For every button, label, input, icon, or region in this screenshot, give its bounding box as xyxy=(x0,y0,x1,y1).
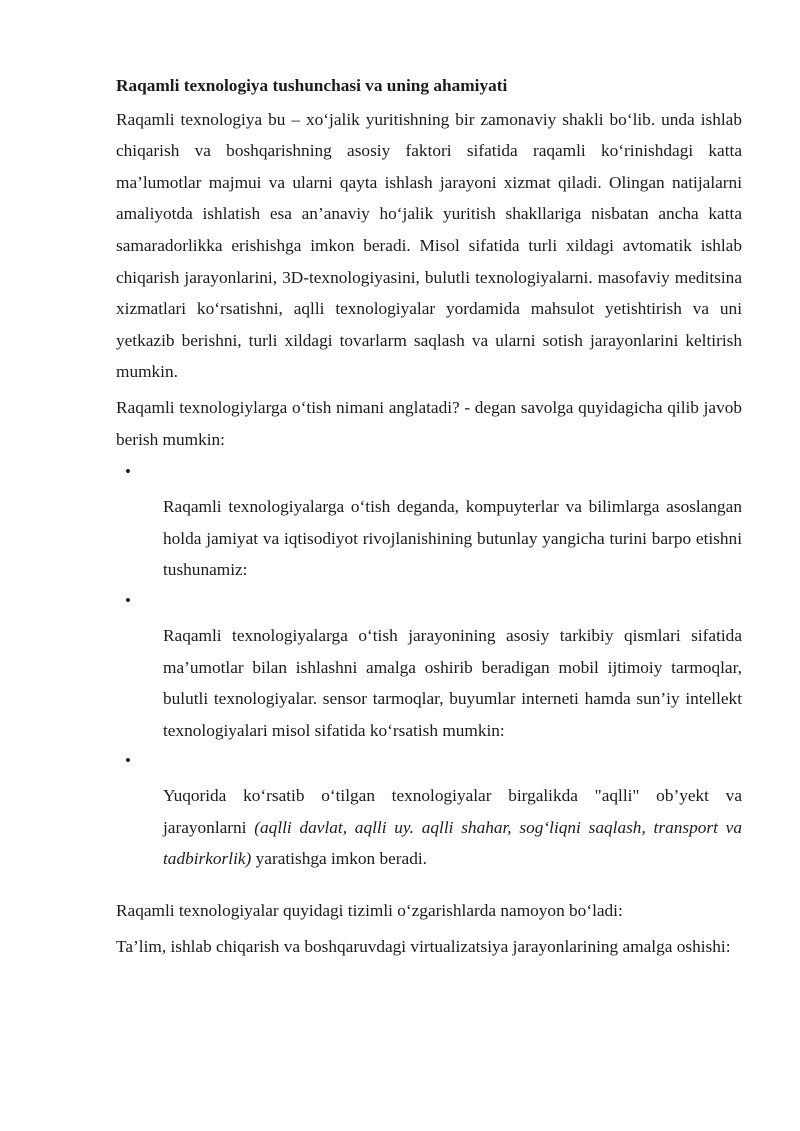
bullet-marker-1 xyxy=(116,459,742,491)
paragraph-question: Raqamli texnologiylarga o‘tish nimani anglatadi? - degan savolga quyidagicha qilib javob berish mumkin: xyxy=(116,397,742,449)
paragraph-definition: Raqamli texnologiya bu – xo‘jalik yuritishning bir zamonaviy shakli bo‘lib. unda ishlab chiqarish va boshqarishning asosiy faktori sifatida raqamli ko‘rinishdagi katta ma’lumotlar majmui va ularni qayta ishlash jarayoni xizmat qiladi. Olingan natijalarni amaliyotda ishlatish esa an’anaviy ho‘jalik yuritish shakllariga nisbatan ancha katta samaradorlikka erishishga imkon beradi. Misol sifatida turli xildagi avtomatik ishlab chiqarish jarayonlarini, 3D-texnologiyasini, bulutli texnologiyalarni. masofaviy meditsina xizmatlari ko‘rsatishni, aqlli texnologiyalar yordamida mahsulot yetishtirish va uni yetkazib berishni, turli xildagi tovarlarm saqlash va ularni sotish jarayonlarini keltirish mumkin. xyxy=(116,109,742,382)
paragraph-virtualization: Ta’lim, ishlab chiqarish va boshqaruvdagi virtualizatsiya jarayonlarining amalga oshishi: xyxy=(116,936,731,956)
document-body xyxy=(116,70,742,966)
bullet-marker-2 xyxy=(116,588,742,620)
bullet-item-3-ending: yaratishga imkon beradi. xyxy=(251,849,427,869)
bullet-icon: • xyxy=(125,462,131,482)
section-heading: Raqamli texnologiya tushunchasi va uning ahamiyati xyxy=(116,76,508,95)
bullet-marker-3 xyxy=(116,748,742,780)
bullet-item-3-text: Yuqorida ko‘rsatib o‘tilgan texnologiyalar birgalikda "aqlli" ob’yekt va jarayonlarni xyxy=(163,786,742,837)
paragraph-changes: Raqamli texnologiyalar quyidagi tizimli o‘zgarishlarda namoyon bo‘ladi: xyxy=(116,901,623,921)
bullet-item-3 xyxy=(163,780,742,875)
bullet-item-1: Raqamli texnologiyalarga o‘tish deganda, kompuyterlar va bilimlarga asoslangan holda jamiyat va iqtisodiyot rivojlanishining butunlay yangicha turini barpo etishni tushunamiz: xyxy=(163,497,742,580)
bullet-item-2: Raqamli texnologiyalarga o‘tish jarayonining asosiy tarkibiy qismlari sifatida ma’umotlar bilan ishlashni amalga oshirib beradigan mobil ijtimoiy tarmoqlar, bulutli texnologiyalar. sensor tarmoqlar, buyumlar interneti hamda sun’iy intellekt texnologiyalari misol sifatida ko‘rsatish mumkin: xyxy=(163,625,742,740)
bullet-icon: • xyxy=(125,590,131,610)
bullet-item-3-examples: (aqlli davlat, aqlli uy. aqlli shahar, sog‘liqni saqlash, transport va tadbirkorlik) xyxy=(163,817,742,869)
bullet-icon: • xyxy=(125,751,131,771)
